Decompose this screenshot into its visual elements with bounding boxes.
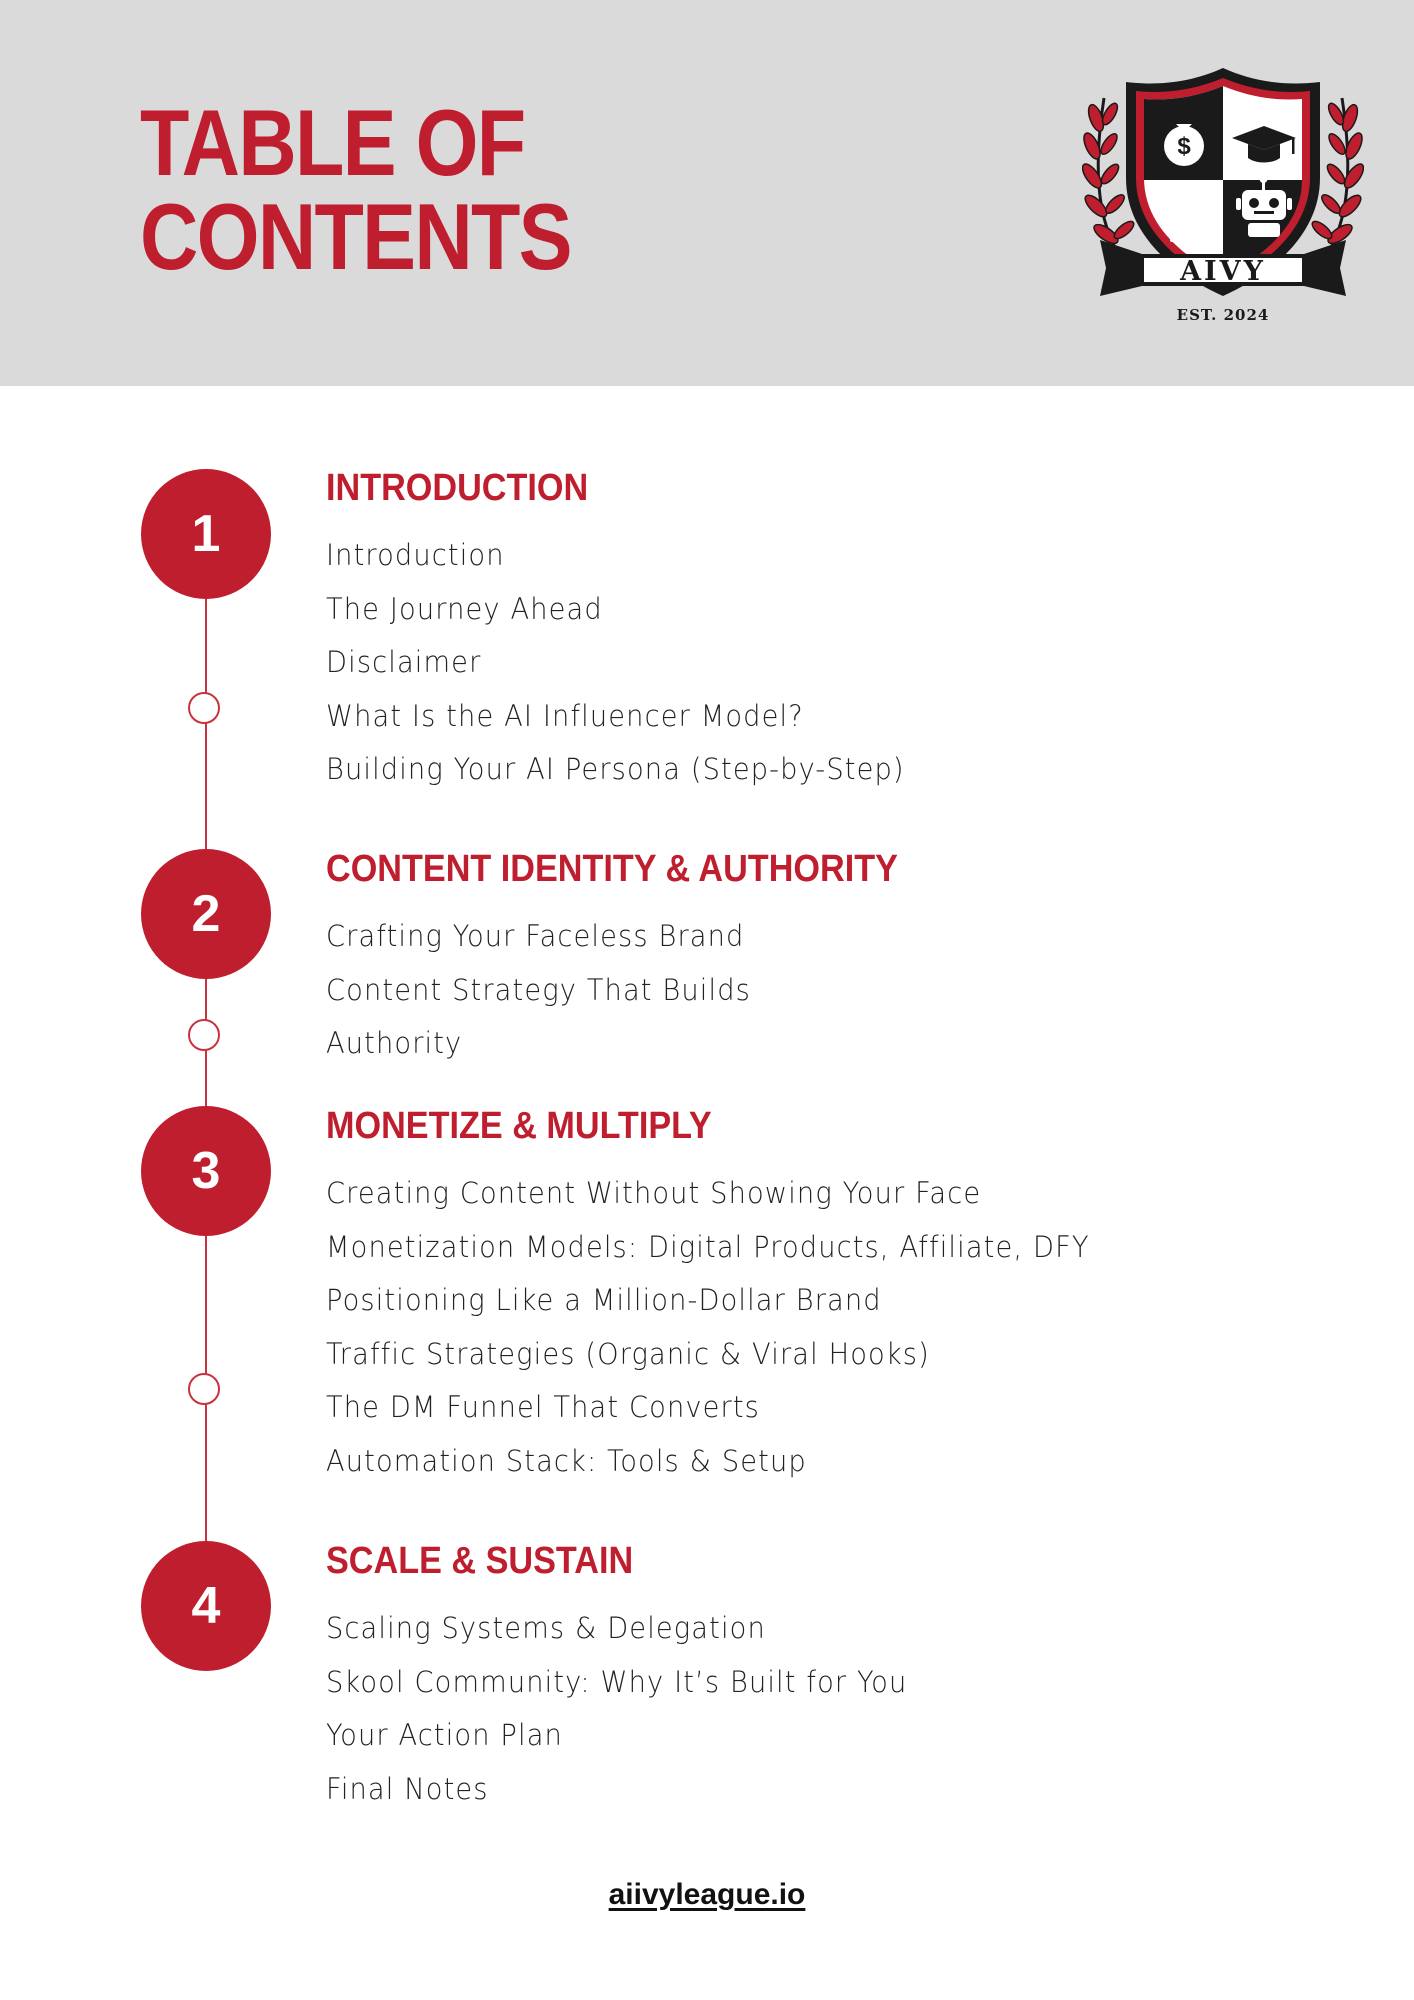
section-introduction	[326, 465, 1326, 797]
section-heading: INTRODUCTION	[326, 467, 589, 509]
section-heading: MONETIZE & MULTIPLY	[326, 1105, 712, 1147]
toc-item: What Is the AI Influencer Model?	[326, 698, 804, 733]
timeline-node	[188, 1019, 220, 1051]
toc-item: Authority	[326, 1026, 463, 1060]
toc-item: Content Strategy That Builds	[326, 972, 751, 1007]
toc-item: Building Your AI Persona (Step-by-Step)	[326, 752, 905, 786]
page-title-line1: TABLE OF	[140, 90, 525, 195]
timeline-node	[188, 1373, 220, 1405]
toc-item: The DM Funnel That Converts	[326, 1390, 761, 1424]
website-link[interactable]: aiivyleague.io	[608, 1878, 806, 1911]
toc-item: Monetization Models: Digital Products, Affiliate, DFY	[326, 1229, 1090, 1264]
toc-item: Traffic Strategies (Organic & Viral Hooks)	[326, 1336, 930, 1371]
section-number-1: 1	[141, 469, 271, 599]
section-content-identity	[326, 846, 1326, 1071]
toc-item: Scaling Systems & Delegation	[326, 1611, 766, 1645]
section-item-list	[326, 1602, 1326, 1816]
section-number-3: 3	[141, 1106, 271, 1236]
header-band	[0, 0, 1414, 386]
section-number-4: 4	[141, 1541, 271, 1671]
aivy-logo-text: AIVY	[1180, 256, 1266, 287]
section-item-list	[326, 529, 1326, 797]
toc-item: Skool Community: Why It’s Built for You	[326, 1664, 908, 1699]
toc-item: The Journey Ahead	[326, 591, 603, 626]
section-monetize	[326, 1103, 1326, 1488]
section-heading: SCALE & SUSTAIN	[326, 1540, 634, 1582]
toc-item: Crafting Your Faceless Brand	[326, 919, 745, 953]
toc-item: Final Notes	[326, 1771, 489, 1806]
section-scale-sustain	[326, 1538, 1326, 1816]
aivy-est-text: EST. 2024	[1176, 306, 1270, 324]
section-item-list	[326, 1167, 1326, 1488]
toc-item: Disclaimer	[326, 645, 482, 679]
toc-item: Creating Content Without Showing Your Face	[326, 1176, 982, 1210]
toc-item: Your Action Plan	[326, 1718, 563, 1752]
page-title-line2: CONTENTS	[140, 184, 571, 289]
toc-item: Automation Stack: Tools & Setup	[326, 1443, 807, 1478]
toc-item: Introduction	[326, 538, 505, 572]
svg-text:$: $	[1177, 133, 1191, 160]
section-number-2: 2	[141, 849, 271, 979]
timeline-node	[188, 692, 220, 724]
section-item-list	[326, 910, 1326, 1071]
toc-item: Positioning Like a Million-Dollar Brand	[326, 1283, 882, 1317]
section-heading: CONTENT IDENTITY & AUTHORITY	[326, 848, 898, 890]
aivy-crest-logo	[1082, 58, 1364, 334]
page-title	[140, 90, 571, 289]
